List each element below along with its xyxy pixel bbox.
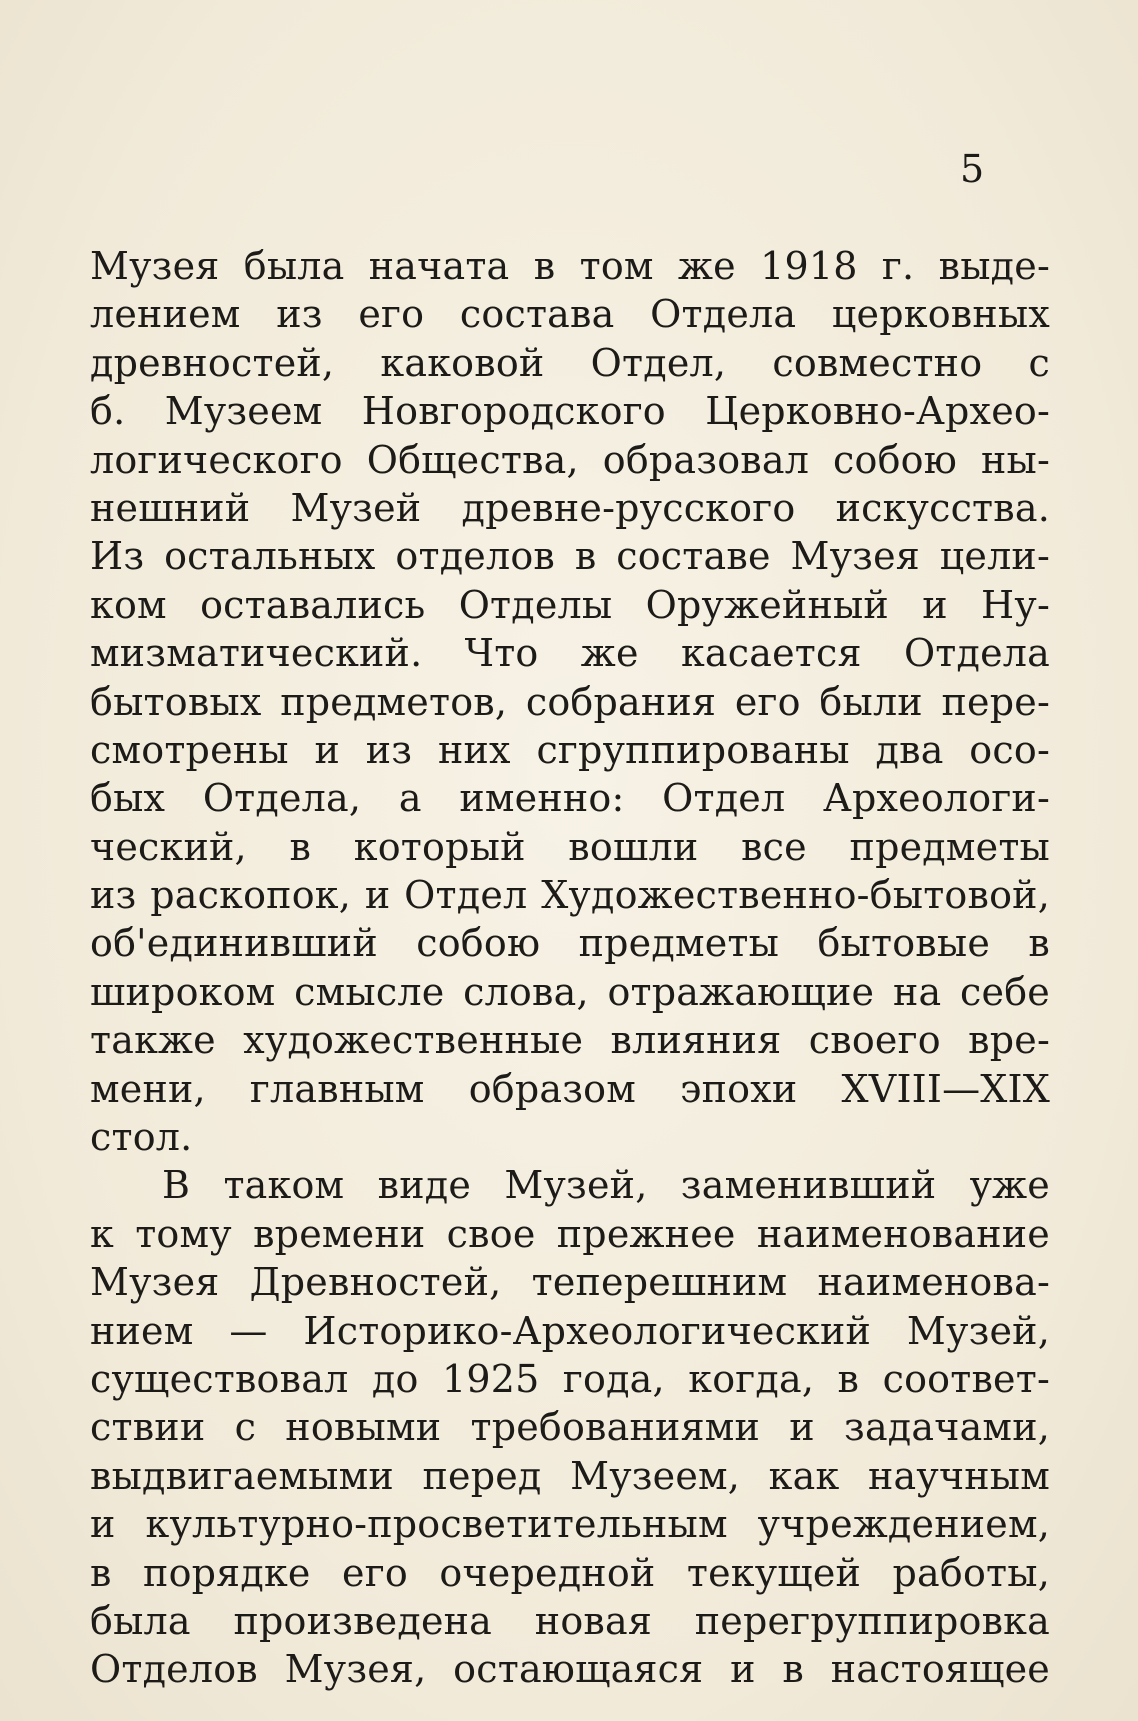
- text-line: бых Отдела, а именно: Отдел Археологи-: [90, 776, 1050, 821]
- text-line: ком оставались Отделы Оружейный и Ну-: [90, 582, 1050, 627]
- text-line: Отделов Музея, остающаяся и в настоящее: [90, 1647, 1050, 1692]
- text-line: также художественные влияния своего вре-: [90, 1018, 1050, 1063]
- text-line: Из остальных отделов в составе Музея цели-: [90, 534, 1050, 579]
- text-line: ческий, в который вошли все предметы: [90, 824, 1050, 869]
- text-line: существовал до 1925 года, когда, в соответ-: [90, 1356, 1050, 1401]
- text-line: широком смысле слова, отражающие на себе: [90, 969, 1050, 1014]
- text-line: древностей, каковой Отдел, совместно с: [90, 340, 1050, 385]
- text-line: нием — Историко-Археологический Музей,: [90, 1308, 1050, 1353]
- text-line: ствии с новыми требованиями и задачами,: [90, 1405, 1050, 1450]
- text-line: Музея Древностей, теперешним наименова-: [90, 1260, 1050, 1305]
- text-line: и культурно-просветительным учреждением,: [90, 1502, 1050, 1547]
- text-line: бытовых предметов, собрания его были пере-: [90, 679, 1050, 724]
- text-line: была произведена новая перегруппировка: [90, 1598, 1050, 1643]
- paragraph-1: [90, 242, 1050, 1161]
- paragraph-2: [90, 1161, 1050, 1693]
- body-text: [90, 242, 1050, 1694]
- text-line: мени, главным образом эпохи XVIII—XIX: [90, 1066, 1050, 1111]
- text-line: логического Общества, образовал собою ны-: [90, 437, 1050, 482]
- text-line: нешний Музей древне-русского искусства.: [90, 485, 1050, 530]
- text-line: об'единивший собою предметы бытовые в: [90, 921, 1050, 966]
- text-line: смотрены и из них сгруппированы два осо-: [90, 727, 1050, 772]
- text-line: выдвигаемыми перед Музеем, как научным: [90, 1453, 1050, 1498]
- text-line: В таком виде Музей, заменивший уже: [162, 1163, 1050, 1208]
- text-line: к тому времени свое прежнее наименование: [90, 1211, 1050, 1256]
- text-line: мизматический. Что же касается Отдела: [90, 631, 1050, 676]
- text-line: в порядке его очередной текущей работы,: [90, 1550, 1050, 1595]
- text-line: стол.: [90, 1115, 193, 1160]
- text-line: Музея была начата в том же 1918 г. выде-: [90, 244, 1050, 288]
- text-line: лением из его состава Отдела церковных: [90, 292, 1050, 337]
- page-number: 5: [960, 147, 985, 191]
- text-line: из раскопок, и Отдел Художественно-бытовой,: [90, 873, 1050, 918]
- text-line: б. Музеем Новгородского Церковно-Архео-: [90, 389, 1050, 434]
